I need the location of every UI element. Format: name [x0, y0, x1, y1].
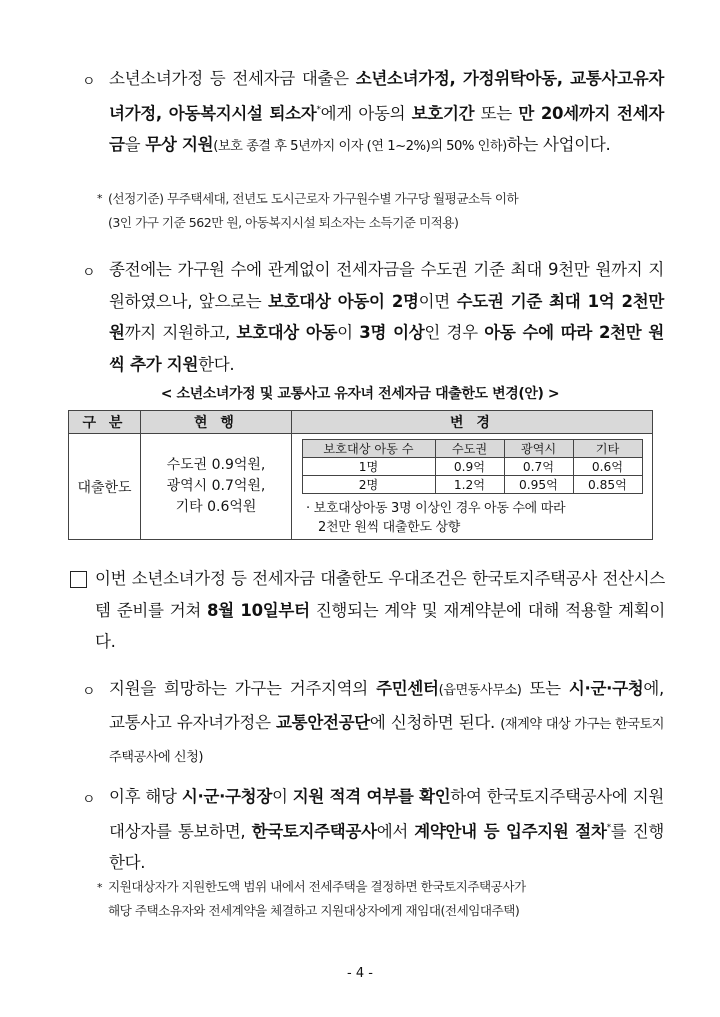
page-number: - 4 -: [347, 966, 373, 981]
header-current: 현 행: [141, 411, 292, 434]
inner-header-other: 기타: [573, 440, 642, 458]
paragraph-loan-limit-change: 종전에는 가구원 수에 관계없이 전세자금을 수도권 기준 최대 9천만 원까지 지원하였으나, 앞으로는 보호대상 아동이 2명이면 수도권 기준 최대 1억 2천만 원까지 지원하고, 보호대상 아동이 3명 이상인 경우 아동 수에 따라 2천만 원 씩 추가 지원한다.: [109, 260, 665, 374]
section-checkbox-marker: [70, 571, 87, 588]
paragraph-implementation-date: 이번 소년소녀가정 등 전세자금 대출한도 우대조건은 한국토지주택공사 전산시스템 준비를 거쳐 8월 10일부터 진행되는 계약 및 재계약분에 대해 적용할 계획이다.: [95, 569, 665, 651]
table-note: · 보호대상아동 3명 이상인 경우 아동 수에 따라 2천만 원씩 대출한도 상향: [306, 501, 566, 535]
table-row: 1명 0.9억 0.7억 0.6억: [302, 458, 642, 476]
bullet-circle-2: ㅇ: [82, 265, 96, 281]
paragraph-housing-loan-intro: 소년소녀가정 등 전세자금 대출은 소년소녀가정, 가정위탁아동, 교통사고유자녀가정, 아동복지시설 퇴소자*에게 아동의 보호기간 또는 만 20세까지 전세자금을 무상 지원(보호 종결 후 5년까지 이자 (연 1~2%)의 50% 인하)하는 사업이다.: [109, 69, 664, 154]
inner-header-capital: 수도권: [435, 440, 504, 458]
table-row: 2명 1.2억 0.95억 0.85억: [302, 476, 642, 494]
table-caption: < 소년소녀가정 및 교통사고 유자녀 전세자금 대출한도 변경(안) >: [160, 386, 560, 402]
inner-header-metro: 광역시: [504, 440, 573, 458]
bullet-circle-4: ㅇ: [82, 792, 96, 808]
bullet-circle-1: ㅇ: [82, 74, 96, 90]
row-label-loan-limit: 대출한도: [69, 434, 141, 540]
note-star-1: *: [97, 192, 103, 205]
header-category: 구 분: [69, 411, 141, 434]
current-limits-cell: 수도권 0.9억원, 광역시 0.7억원, 기타 0.6억원: [141, 434, 292, 540]
bullet-circle-3: ㅇ: [82, 684, 96, 700]
note-star-2: *: [97, 881, 103, 894]
inner-limit-table: [302, 439, 643, 494]
note-support-procedure: 지원대상자가 지원한도액 범위 내에서 전세주택을 결정하면 한국토지주택공사가 해당 주택소유자와 전세계약을 체결하고 지원대상자에게 재임대(전세임대주택): [108, 879, 526, 918]
loan-limit-table: [68, 410, 653, 540]
header-change: 변 경: [292, 411, 653, 434]
paragraph-application: 지원을 희망하는 가구는 거주지역의 주민센터(읍면동사무소) 또는 시·군·구청에, 교통사고 유자녀가정은 교통안전공단에 신청하면 된다. (재계약 대상 가구는 한국토지주택공사에 신청): [109, 679, 665, 765]
inner-header-children: 보호대상 아동 수: [302, 440, 435, 458]
changed-limits-cell: [292, 434, 653, 540]
paragraph-procedure: 이후 해당 시·군·구청장이 지원 적격 여부를 확인하여 한국토지주택공사에 지원대상자를 통보하면, 한국토지주택공사에서 계약안내 등 입주지원 절차*를 진행한다.: [109, 787, 664, 872]
note-selection-criteria: (선정기준) 무주택세대, 전년도 도시근로자 가구원수별 가구당 월평균소득 이하 (3인 가구 기준 562만 원, 아동복지시설 퇴소자는 소득기준 미적용): [108, 191, 519, 230]
